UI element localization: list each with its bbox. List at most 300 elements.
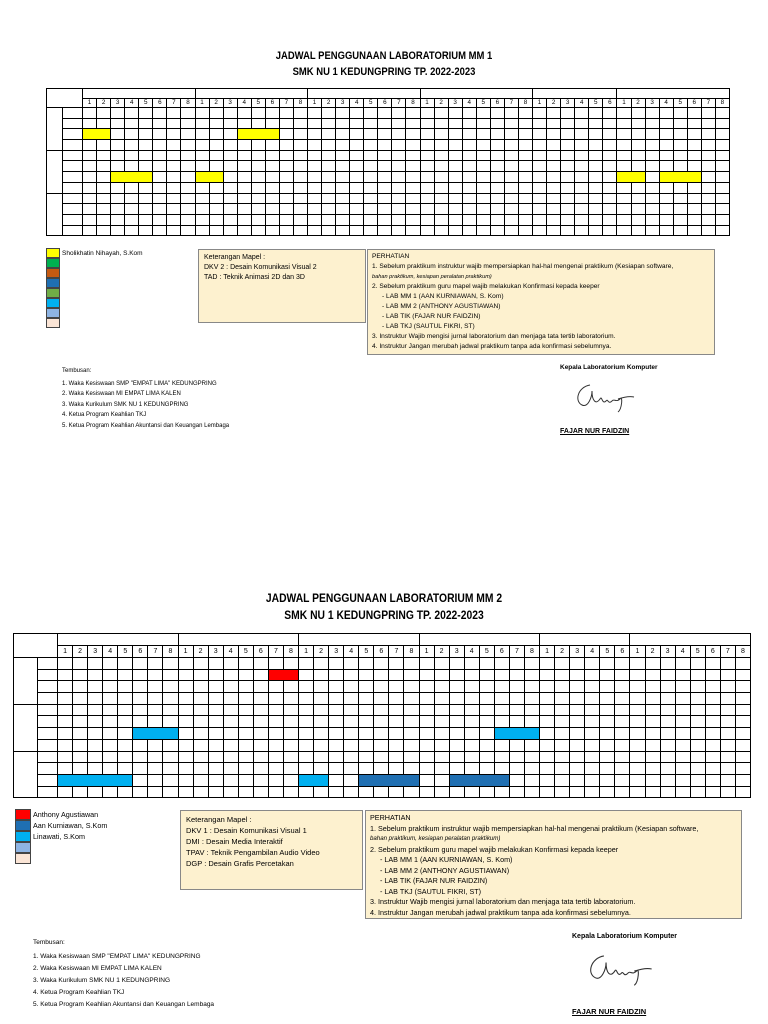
schedule-cell <box>293 225 307 236</box>
schedule-cell <box>163 786 178 798</box>
schedule-cell <box>293 161 307 172</box>
schedule-cell <box>603 118 617 129</box>
schedule-cell <box>118 693 133 705</box>
legend-item <box>46 298 143 308</box>
major-label <box>38 693 58 705</box>
schedule-cell <box>223 214 237 225</box>
schedule-cell <box>735 774 750 786</box>
schedule-cell <box>615 739 630 751</box>
schedule-cell <box>561 172 575 183</box>
teacher-name: Aan Kurniawan, S.Kom <box>33 821 108 830</box>
schedule-cell <box>88 763 103 775</box>
schedule-cell <box>448 182 462 193</box>
schedule-cell <box>359 681 374 693</box>
major-label <box>63 118 83 129</box>
schedule-cell <box>462 225 476 236</box>
schedule-cell <box>237 150 251 161</box>
schedule-cell <box>133 658 148 670</box>
schedule-cell <box>193 751 208 763</box>
schedule-cell <box>223 225 237 236</box>
schedule-cell <box>715 108 729 119</box>
schedule-cell <box>533 182 547 193</box>
schedule-cell <box>118 739 133 751</box>
schedule-cell <box>449 669 464 681</box>
schedule-cell <box>494 786 509 798</box>
schedule-cell <box>675 763 690 775</box>
schedule-cell <box>540 704 555 716</box>
schedule-cell <box>462 129 476 140</box>
schedule-cell <box>434 658 449 670</box>
schedule-cell <box>509 763 524 775</box>
schedule-cell <box>509 658 524 670</box>
schedule-cell <box>701 225 715 236</box>
period-number: 5 <box>673 98 687 108</box>
period-number: 7 <box>389 646 404 658</box>
schedule-cell <box>630 716 645 728</box>
schedule-cell <box>589 182 603 193</box>
schedule-cell <box>617 140 631 151</box>
schedule-cell <box>705 658 720 670</box>
schedule-cell <box>494 681 509 693</box>
schedule-cell <box>125 108 139 119</box>
schedule-cell <box>392 182 406 193</box>
schedule-cell <box>570 786 585 798</box>
schedule-cell <box>464 669 479 681</box>
schedule-cell <box>293 140 307 151</box>
schedule-cell <box>555 786 570 798</box>
period-number: 3 <box>660 646 675 658</box>
schedule-cell <box>585 763 600 775</box>
schedule-cell <box>631 225 645 236</box>
schedule-cell <box>434 150 448 161</box>
schedule-cell <box>448 225 462 236</box>
schedule-cell <box>139 182 153 193</box>
schedule-cell <box>518 118 532 129</box>
schedule-cell <box>208 763 223 775</box>
schedule-cell <box>589 140 603 151</box>
doc1-perhatian-box <box>367 249 715 355</box>
schedule-entry <box>268 669 298 681</box>
schedule-cell <box>479 693 494 705</box>
schedule-cell <box>673 204 687 215</box>
schedule-entry <box>659 172 701 183</box>
schedule-cell <box>125 204 139 215</box>
kelas-header <box>47 89 83 108</box>
schedule-cell <box>570 716 585 728</box>
schedule-cell <box>314 704 329 716</box>
schedule-cell <box>494 704 509 716</box>
schedule-cell <box>631 193 645 204</box>
teacher-name: Anthony Agustiawan <box>33 810 99 819</box>
schedule-cell <box>73 681 88 693</box>
perhatian-line: 3. Instruktur Wajib mengisi jurnal laboratorium dan menjaga tata tertib laboratorium. <box>370 897 636 906</box>
schedule-cell <box>237 140 251 151</box>
schedule-cell <box>283 751 298 763</box>
schedule-cell <box>659 225 673 236</box>
schedule-cell <box>283 693 298 705</box>
schedule-cell <box>139 150 153 161</box>
schedule-cell <box>336 108 350 119</box>
schedule-cell <box>547 161 561 172</box>
schedule-cell <box>364 214 378 225</box>
schedule-cell <box>223 716 238 728</box>
schedule-cell <box>293 182 307 193</box>
schedule-cell <box>308 193 322 204</box>
schedule-cell <box>406 193 420 204</box>
period-number: 1 <box>419 646 434 658</box>
schedule-cell <box>223 728 238 740</box>
schedule-cell <box>314 716 329 728</box>
schedule-cell <box>359 658 374 670</box>
schedule-cell <box>675 716 690 728</box>
schedule-cell <box>193 774 208 786</box>
grade-label <box>47 108 63 151</box>
schedule-cell <box>659 140 673 151</box>
schedule-cell <box>223 693 238 705</box>
schedule-cell <box>490 225 504 236</box>
schedule-cell <box>178 763 193 775</box>
schedule-cell <box>524 704 539 716</box>
schedule-cell <box>735 728 750 740</box>
schedule-cell <box>118 681 133 693</box>
period-number: 2 <box>434 646 449 658</box>
schedule-cell <box>434 728 449 740</box>
schedule-cell <box>575 204 589 215</box>
doc1-signer-name: FAJAR NUR FAIDZIN <box>560 428 630 435</box>
schedule-cell <box>561 225 575 236</box>
schedule-cell <box>118 669 133 681</box>
schedule-cell <box>125 150 139 161</box>
schedule-cell <box>504 108 518 119</box>
schedule-cell <box>251 225 265 236</box>
schedule-cell <box>603 108 617 119</box>
tembusan-line: 3. Waka Kurikulum SMK NU 1 KEDUNGPRING <box>33 977 171 984</box>
schedule-cell <box>434 774 449 786</box>
schedule-cell <box>673 214 687 225</box>
perhatian-line: - LAB MM 1 (AAN KURNIAWAN, S. Kom) <box>382 293 504 300</box>
schedule-cell <box>329 774 344 786</box>
doc2-signature-icon <box>580 949 656 989</box>
schedule-cell <box>253 658 268 670</box>
schedule-cell <box>462 204 476 215</box>
schedule-cell <box>600 774 615 786</box>
schedule-cell <box>253 786 268 798</box>
schedule-cell <box>494 716 509 728</box>
schedule-cell <box>237 172 251 183</box>
schedule-cell <box>322 150 336 161</box>
schedule-cell <box>631 161 645 172</box>
schedule-cell <box>462 161 476 172</box>
schedule-cell <box>701 204 715 215</box>
schedule-cell <box>283 786 298 798</box>
schedule-cell <box>720 739 735 751</box>
period-number: 4 <box>659 98 673 108</box>
schedule-cell <box>449 704 464 716</box>
schedule-cell <box>322 172 336 183</box>
schedule-cell <box>575 118 589 129</box>
schedule-cell <box>329 763 344 775</box>
doc1-tembusan <box>62 366 229 431</box>
major-label <box>63 225 83 236</box>
schedule-cell <box>378 193 392 204</box>
schedule-entry <box>237 129 279 140</box>
schedule-cell <box>570 704 585 716</box>
schedule-cell <box>547 214 561 225</box>
schedule-cell <box>561 161 575 172</box>
day-header-jumat <box>540 634 630 646</box>
period-number: 5 <box>476 98 490 108</box>
schedule-cell <box>462 182 476 193</box>
perhatian-line: - LAB MM 2 (ANTHONY AGUSTIAWAN) <box>380 865 510 875</box>
tembusan-line: 5. Ketua Program Keahlian Akuntansi dan Keuangan Lembaga <box>33 1001 215 1008</box>
schedule-cell <box>293 150 307 161</box>
schedule-cell <box>322 161 336 172</box>
schedule-cell <box>659 161 673 172</box>
schedule-cell <box>449 728 464 740</box>
keterangan-line: DMI : Desain Media Interaktif <box>186 837 283 846</box>
schedule-cell <box>178 739 193 751</box>
day-header-jumat <box>533 89 617 99</box>
schedule-cell <box>378 150 392 161</box>
schedule-cell <box>83 161 97 172</box>
schedule-cell <box>195 129 209 140</box>
schedule-cell <box>73 739 88 751</box>
major-label <box>38 716 58 728</box>
schedule-cell <box>518 182 532 193</box>
doc1-title: JADWAL PENGGUNAAN LABORATORIUM MM 1 <box>275 50 493 62</box>
schedule-cell <box>645 681 660 693</box>
schedule-cell <box>178 681 193 693</box>
schedule-cell <box>111 161 125 172</box>
schedule-cell <box>378 182 392 193</box>
schedule-cell <box>111 214 125 225</box>
schedule-cell <box>329 681 344 693</box>
schedule-cell <box>133 716 148 728</box>
schedule-cell <box>299 669 314 681</box>
schedule-cell <box>524 693 539 705</box>
schedule-cell <box>462 118 476 129</box>
schedule-cell <box>389 763 404 775</box>
schedule-cell <box>195 118 209 129</box>
schedule-cell <box>314 728 329 740</box>
schedule-cell <box>359 786 374 798</box>
schedule-cell <box>178 728 193 740</box>
schedule-cell <box>283 716 298 728</box>
schedule-cell <box>279 150 293 161</box>
perhatian-line: bahan praktikum, kesiapan peralatan praktikum) <box>372 274 492 280</box>
schedule-cell <box>600 658 615 670</box>
period-number: 6 <box>615 646 630 658</box>
schedule-cell <box>336 182 350 193</box>
schedule-cell <box>419 763 434 775</box>
schedule-cell <box>547 150 561 161</box>
schedule-cell <box>238 739 253 751</box>
period-number: 2 <box>193 646 208 658</box>
period-number: 2 <box>434 98 448 108</box>
schedule-cell <box>518 140 532 151</box>
period-number: 2 <box>209 98 223 108</box>
period-number: 4 <box>344 646 359 658</box>
schedule-cell <box>585 681 600 693</box>
grade-label <box>14 704 38 751</box>
period-number: 6 <box>705 646 720 658</box>
schedule-cell <box>494 751 509 763</box>
schedule-cell <box>420 108 434 119</box>
schedule-cell <box>660 716 675 728</box>
period-number: 8 <box>181 98 195 108</box>
doc2-signer-title: Kepala Laboratorium Komputer <box>572 933 678 940</box>
schedule-cell <box>139 214 153 225</box>
schedule-cell <box>720 763 735 775</box>
schedule-cell <box>344 693 359 705</box>
schedule-cell <box>659 193 673 204</box>
schedule-cell <box>153 161 167 172</box>
schedule-cell <box>420 214 434 225</box>
schedule-cell <box>181 204 195 215</box>
schedule-cell <box>630 728 645 740</box>
schedule-cell <box>148 681 163 693</box>
schedule-cell <box>715 118 729 129</box>
day-header-senin <box>58 634 179 646</box>
schedule-cell <box>524 739 539 751</box>
schedule-cell <box>103 658 118 670</box>
schedule-cell <box>148 693 163 705</box>
period-number: 3 <box>570 646 585 658</box>
schedule-cell <box>238 658 253 670</box>
schedule-cell <box>208 693 223 705</box>
schedule-cell <box>585 693 600 705</box>
schedule-cell <box>251 193 265 204</box>
schedule-cell <box>299 751 314 763</box>
schedule-cell <box>283 728 298 740</box>
schedule-cell <box>308 118 322 129</box>
schedule-cell <box>434 161 448 172</box>
schedule-cell <box>223 182 237 193</box>
schedule-cell <box>88 704 103 716</box>
schedule-cell <box>615 786 630 798</box>
schedule-cell <box>518 108 532 119</box>
schedule-cell <box>283 704 298 716</box>
schedule-cell <box>540 669 555 681</box>
schedule-cell <box>58 763 73 775</box>
schedule-cell <box>350 214 364 225</box>
schedule-cell <box>660 751 675 763</box>
schedule-cell <box>434 172 448 183</box>
schedule-cell <box>561 108 575 119</box>
schedule-cell <box>139 118 153 129</box>
schedule-cell <box>265 118 279 129</box>
schedule-cell <box>279 161 293 172</box>
schedule-cell <box>600 751 615 763</box>
schedule-cell <box>237 225 251 236</box>
period-number: 7 <box>509 646 524 658</box>
schedule-cell <box>690 704 705 716</box>
schedule-cell <box>575 193 589 204</box>
schedule-cell <box>265 193 279 204</box>
schedule-cell <box>630 786 645 798</box>
schedule-cell <box>279 193 293 204</box>
schedule-cell <box>389 681 404 693</box>
schedule-cell <box>268 763 283 775</box>
schedule-cell <box>97 214 111 225</box>
day-header-selasa <box>195 89 308 99</box>
schedule-cell <box>406 161 420 172</box>
schedule-cell <box>359 728 374 740</box>
schedule-cell <box>283 739 298 751</box>
period-number: 2 <box>645 646 660 658</box>
schedule-cell <box>715 140 729 151</box>
perhatian-line: 2. Sebelum praktikum guru mapel wajib melakukan Konfirmasi kepada keeper <box>370 844 619 854</box>
schedule-cell <box>630 704 645 716</box>
color-swatch-icon <box>46 298 60 308</box>
schedule-cell <box>404 669 419 681</box>
teacher-name: Linawati, S.Kom <box>33 832 85 841</box>
schedule-cell <box>720 658 735 670</box>
schedule-cell <box>133 681 148 693</box>
schedule-cell <box>88 728 103 740</box>
schedule-cell <box>293 118 307 129</box>
schedule-cell <box>251 161 265 172</box>
schedule-cell <box>209 161 223 172</box>
schedule-cell <box>420 225 434 236</box>
period-number: 7 <box>504 98 518 108</box>
schedule-cell <box>195 193 209 204</box>
schedule-cell <box>660 681 675 693</box>
schedule-cell <box>504 161 518 172</box>
schedule-cell <box>153 182 167 193</box>
schedule-cell <box>406 108 420 119</box>
schedule-cell <box>329 658 344 670</box>
schedule-cell <box>208 739 223 751</box>
schedule-cell <box>167 129 181 140</box>
schedule-cell <box>645 161 659 172</box>
schedule-cell <box>125 118 139 129</box>
schedule-cell <box>509 774 524 786</box>
schedule-cell <box>615 669 630 681</box>
schedule-cell <box>603 225 617 236</box>
teacher-name: Sholikhatin Nihayah, S.Kom <box>62 249 143 257</box>
schedule-cell <box>630 681 645 693</box>
schedule-cell <box>83 150 97 161</box>
schedule-cell <box>223 161 237 172</box>
major-label <box>63 150 83 161</box>
schedule-cell <box>223 150 237 161</box>
schedule-cell <box>690 751 705 763</box>
schedule-cell <box>97 225 111 236</box>
grade-label <box>47 150 63 193</box>
schedule-cell <box>344 681 359 693</box>
schedule-cell <box>148 774 163 786</box>
perhatian-line: - LAB TIK (FAJAR NUR FAIDZIN) <box>380 876 488 885</box>
schedule-cell <box>111 182 125 193</box>
schedule-cell <box>449 658 464 670</box>
schedule-cell <box>660 739 675 751</box>
schedule-cell <box>434 129 448 140</box>
schedule-cell <box>589 108 603 119</box>
period-number: 1 <box>195 98 209 108</box>
schedule-cell <box>163 704 178 716</box>
schedule-cell <box>600 786 615 798</box>
schedule-cell <box>238 669 253 681</box>
schedule-cell <box>533 108 547 119</box>
schedule-cell <box>103 763 118 775</box>
schedule-cell <box>406 118 420 129</box>
schedule-cell <box>735 716 750 728</box>
schedule-cell <box>148 669 163 681</box>
schedule-cell <box>268 658 283 670</box>
schedule-cell <box>223 681 238 693</box>
schedule-cell <box>336 214 350 225</box>
